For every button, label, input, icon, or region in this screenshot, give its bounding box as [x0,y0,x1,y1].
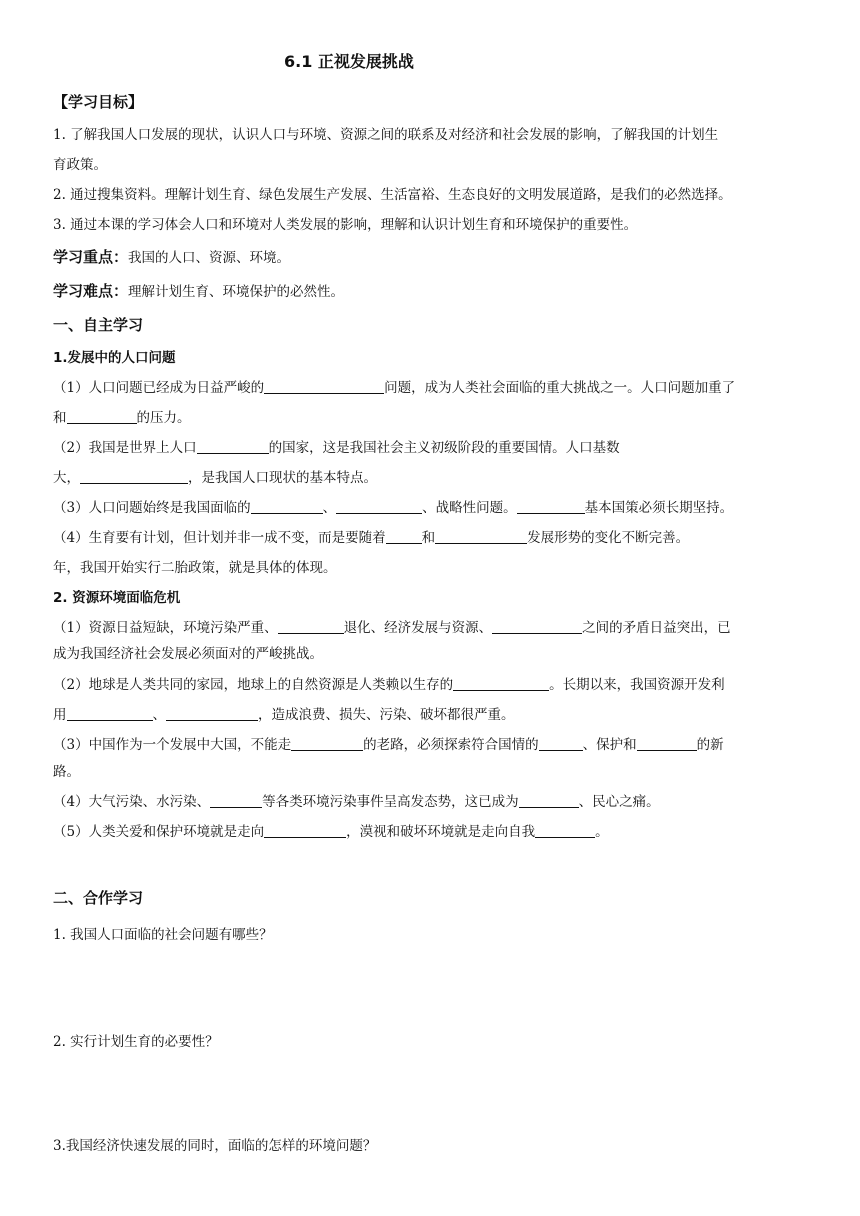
fill-blank[interactable] [278,618,344,634]
difficulty-label: 学习难点： [53,282,129,300]
p2-q1 [53,618,731,638]
p2-q2-text-d: 、 [152,707,166,723]
p2-q4 [53,792,660,812]
part1-heading: 1.发展中的人口问题 [53,350,176,366]
p1-q1-text-a: （1）人口问题已经成为日益严峻的 [53,380,265,396]
p1-q3-text-c: 、战略性问题。 [422,500,517,516]
fill-blank[interactable] [80,468,188,484]
coop-question-1: 1. 我国人口面临的社会问题有哪些？ [53,927,273,943]
fill-blank[interactable] [637,735,697,751]
fill-blank[interactable] [264,378,384,394]
fill-blank[interactable] [539,735,583,751]
p1-q4-text-c: 发展形势的变化不断完善。 [527,530,690,546]
p1-q1 [53,378,735,398]
difficulty-text: 理解计划生育、环境保护的必然性。 [128,284,345,300]
p2-q3-text-b: 的老路，必须探索符合国情的 [363,737,539,753]
p2-q4-text-b: 等各类环境污染事件呈高发态势，这已成为 [262,794,519,810]
p1-q3 [53,498,733,518]
p1-q3-text-d: 基本国策必须长期坚持。 [584,500,734,516]
fill-blank[interactable] [210,792,262,808]
p1-q1-text-b: 问题，成为人类社会面临的重大挑战之一。人口问题加重了 [384,380,736,396]
p2-q5-text-a: （5）人类关爱和保护环境就是走向 [53,824,265,840]
objective-3: 3. 通过本课的学习体会人口和环境对人类发展的影响，理解和认识计划生育和环境保护的重要性。 [53,217,638,233]
p2-q1-cont: 成为我国经济社会发展必须面对的严峻挑战。 [53,646,323,662]
page-title: 6.1 正视发展挑战 [284,52,414,71]
fill-blank[interactable] [535,822,595,838]
p2-q2-text-a: （2）地球是人类共同的家园，地球上的自然资源是人类赖以生存的 [53,677,454,693]
fill-blank[interactable] [291,735,363,751]
p2-q3-text-a: （3）中国作为一个发展中大国，不能走 [53,737,292,753]
p2-q3-text-c: 、保护和 [582,737,637,753]
fill-blank[interactable] [492,618,582,634]
p2-q5 [53,822,609,842]
p1-q4-text-b: 和 [421,530,436,546]
p2-q2-text-c: 用 [53,707,67,723]
part2-heading: 2. 资源环境面临危机 [53,590,181,606]
p1-q1-text-c: 和 [53,410,67,426]
p1-q2-text-d: ，是我国人口现状的基本特点。 [188,470,377,486]
p2-q1-text-a: （1）资源日益短缺，环境污染严重、 [53,620,278,636]
objective-2: 2. 通过搜集资料。理解计划生育、绿色发展生产发展、生活富裕、生态良好的文明发展道路，是我们的必然选择。 [53,187,732,203]
p2-q3-cont: 路。 [53,764,80,780]
fill-blank[interactable] [67,705,153,721]
p2-q3-text-d: 的新 [696,737,724,753]
p1-q4 [53,528,689,548]
coop-question-3: 3.我国经济快速发展的同时，面临的怎样的环境问题？ [53,1138,377,1154]
p2-q2-text-b: 。长期以来，我国资源开发利 [549,677,725,693]
p1-q2-text-c: 大， [53,470,80,486]
objective-1-cont: 育政策。 [53,157,107,173]
coop-question-2: 2. 实行计划生育的必要性？ [53,1034,219,1050]
focus-label: 学习重点： [53,248,129,266]
p2-q1-text-c: 之间的矛盾日益突出，已 [582,620,731,636]
p2-q2 [53,675,725,695]
p1-q3-text-a: （3）人口问题始终是我国面临的 [53,500,251,516]
p2-q4-text-c: 、民心之痛。 [578,794,660,810]
p2-q2-cont [53,705,515,725]
fill-blank[interactable] [519,792,579,808]
difficulty-line [53,281,344,302]
p2-q4-text-a: （4）大气污染、水污染、 [53,794,211,810]
p2-q1-text-b: 退化、经济发展与资源、 [343,620,493,636]
focus-line [53,247,290,268]
objective-1: 1. 了解我国人口发展的现状，认识人口与环境、资源之间的联系及对经济和社会发展的影响，了解我国的计划生 [53,127,719,143]
p1-q1-cont [53,408,191,428]
fill-blank[interactable] [166,705,258,721]
section2-heading: 二、合作学习 [53,889,144,907]
p2-q5-text-b: ，漠视和破坏环境就是走向自我 [346,824,536,840]
p1-q4-cont: 年，我国开始实行二胎政策，就是具体的体现。 [53,560,337,576]
fill-blank[interactable] [386,528,422,544]
fill-blank[interactable] [264,822,346,838]
p2-q2-text-e: ，造成浪费、损失、污染、破坏都很严重。 [258,707,515,723]
fill-blank[interactable] [251,498,323,514]
fill-blank[interactable] [67,408,137,424]
fill-blank[interactable] [197,438,269,454]
p1-q3-text-b: 、 [322,500,337,516]
p1-q2-text-b: 的国家，这是我国社会主义初级阶段的重要国情。人口基数 [268,440,620,456]
focus-text: 我国的人口、资源、环境。 [128,250,291,266]
fill-blank[interactable] [453,675,549,691]
fill-blank[interactable] [517,498,585,514]
p1-q1-text-d: 的压力。 [136,410,191,426]
section1-heading: 一、自主学习 [53,316,144,334]
objectives-heading: 【学习目标】 [53,93,144,111]
p1-q2 [53,438,620,458]
p2-q3 [53,735,724,755]
p1-q2-text-a: （2）我国是世界上人口 [53,440,197,456]
fill-blank[interactable] [336,498,422,514]
p2-q5-text-c: 。 [595,824,609,840]
fill-blank[interactable] [435,528,527,544]
p1-q2-cont [53,468,377,488]
p1-q4-text-a: （4）生育要有计划，但计划并非一成不变，而是要随着 [53,530,386,546]
